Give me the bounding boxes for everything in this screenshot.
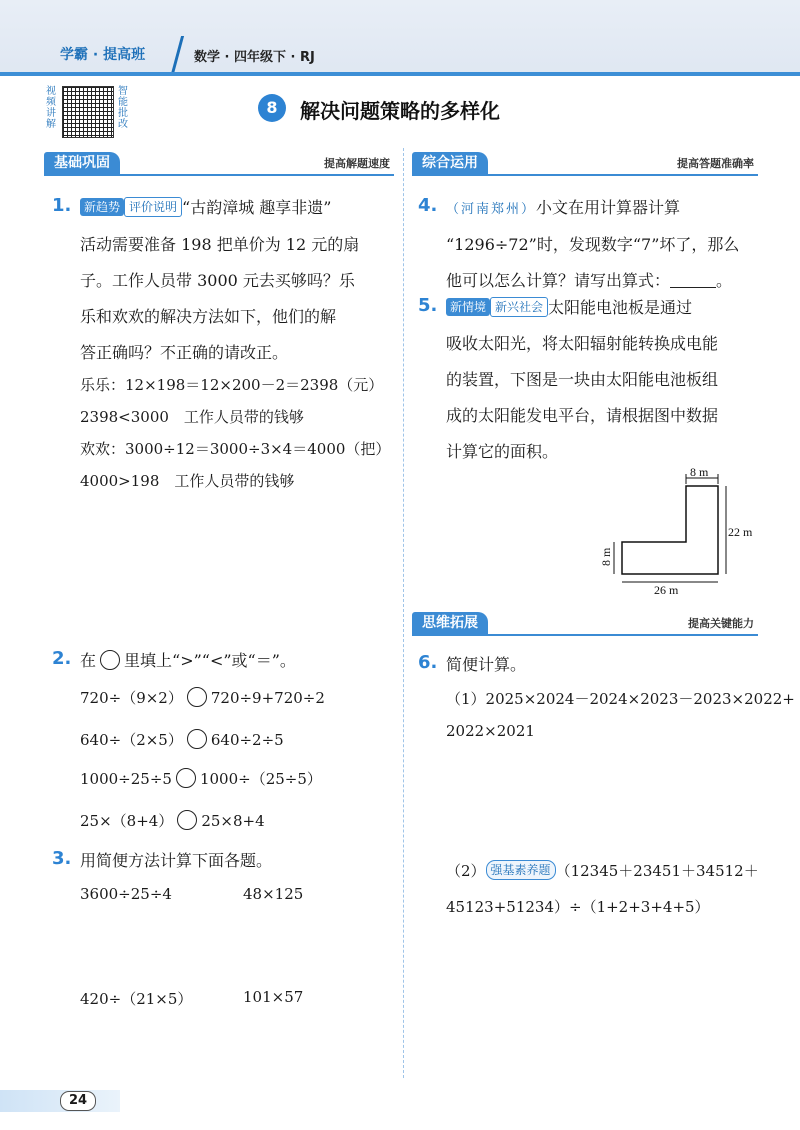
circle-blank-icon bbox=[100, 650, 120, 670]
section-thinking-subtitle: 提高关键能力 bbox=[688, 617, 754, 630]
header-band bbox=[0, 0, 800, 76]
solar-panel-diagram bbox=[590, 466, 770, 600]
compare-item-1 bbox=[80, 687, 325, 708]
question-2-prompt-a: 在 bbox=[80, 651, 97, 670]
question-1-line-4: 乐和欢欢的解决方法如下，他们的解 bbox=[80, 307, 337, 326]
qr-label-grading: 智能批改 bbox=[118, 86, 128, 130]
question-1-line-1 bbox=[80, 195, 331, 218]
compare-circle[interactable] bbox=[177, 810, 197, 830]
compare-circle[interactable] bbox=[187, 729, 207, 749]
section-comprehensive-rule bbox=[412, 174, 758, 176]
question-3-prompt: 用简便方法计算下面各题。 bbox=[80, 851, 273, 870]
subject-label: 数学 · 四年级下 · RJ bbox=[194, 50, 315, 65]
question-1-line-5: 答正确吗？不正确的请改正。 bbox=[80, 343, 289, 362]
section-basic-label: 基础巩固 bbox=[44, 152, 120, 174]
question-5-line-3: 的装置，下图是一块由太阳能电池板组 bbox=[446, 370, 719, 389]
answer-blank[interactable] bbox=[670, 274, 716, 288]
evaluation-tag: 评价说明 bbox=[124, 197, 182, 217]
page-number: 24 bbox=[60, 1091, 96, 1111]
qr-code-icon[interactable] bbox=[62, 86, 114, 138]
question-1-number: 1. bbox=[52, 195, 72, 216]
dim-top-label: 8 m bbox=[690, 466, 709, 479]
section-basic-rule bbox=[44, 174, 394, 176]
question-6-prompt: 简便计算。 bbox=[446, 655, 527, 674]
section-comprehensive-subtitle: 提高答题准确率 bbox=[677, 157, 754, 170]
section-basic-header bbox=[44, 152, 394, 174]
compare-circle[interactable] bbox=[176, 768, 196, 788]
question-4-text: 小文在用计算器计算 bbox=[536, 198, 681, 217]
qr-label-video: 视频讲解 bbox=[46, 86, 56, 130]
emerging-society-tag: 新兴社会 bbox=[490, 297, 548, 317]
strong-foundation-tag: 强基素养题 bbox=[486, 860, 556, 880]
question-5-line-2: 吸收太阳光，将太阳辐射能转换成电能 bbox=[446, 334, 719, 353]
part2-text: （12345＋23451＋34512＋ bbox=[555, 862, 759, 880]
section-thinking-header bbox=[412, 612, 758, 634]
question-6-part1-line2: 2022×2021 bbox=[446, 722, 535, 740]
question-4-line-1 bbox=[446, 195, 680, 218]
question-2-prompt bbox=[80, 648, 296, 671]
question-2-prompt-b: 里填上“>”“<”或“＝”。 bbox=[124, 651, 296, 670]
section-thinking-rule bbox=[412, 634, 758, 636]
question-1-line-3: 子。工作人员带 3000 元去买够吗？乐 bbox=[80, 271, 355, 290]
question-5-line-1 bbox=[446, 295, 692, 318]
calc-item-4: 101×57 bbox=[243, 988, 304, 1006]
question-4-line-2: “1296÷72”时，发现数字“7”坏了，那么 bbox=[446, 235, 740, 254]
question-4-text-3: 他可以怎么计算？请写出算式： bbox=[446, 271, 671, 290]
question-5-text: 太阳能电池板是通过 bbox=[548, 298, 693, 317]
question-1-line-7: 2398<3000 工作人员带的钱够 bbox=[80, 408, 304, 426]
compare-right: 640÷2÷5 bbox=[210, 731, 284, 749]
compare-item-4 bbox=[80, 810, 265, 831]
section-comprehensive-header bbox=[412, 152, 758, 174]
question-1-line-9: 4000>198 工作人员带的钱够 bbox=[80, 472, 295, 490]
brand-name: 学霸 · 提高班 bbox=[60, 47, 146, 63]
compare-right: 25×8+4 bbox=[201, 812, 265, 830]
header-rule bbox=[0, 72, 800, 76]
question-1-line-6: 乐乐：12×198＝12×200－2＝2398（元） bbox=[80, 376, 384, 394]
question-1-line-2: 活动需要准备 198 把单价为 12 元的扇 bbox=[80, 235, 360, 254]
compare-left: 640÷（2×5） bbox=[80, 731, 183, 749]
dim-right-label: 22 m bbox=[728, 525, 753, 539]
part2-label: （2） bbox=[446, 862, 486, 880]
trend-tag: 新趋势 bbox=[80, 198, 124, 216]
question-6-part1-line1: （1）2025×2024－2024×2023－2023×2022+ bbox=[446, 690, 795, 708]
compare-item-3 bbox=[80, 768, 322, 789]
question-3-number: 3. bbox=[52, 848, 72, 869]
question-6-part2-line1 bbox=[446, 860, 759, 881]
compare-left: 720÷（9×2） bbox=[80, 689, 183, 707]
question-1-line-8: 欢欢：3000÷12＝3000÷3×4＝4000（把） bbox=[80, 440, 391, 458]
column-divider bbox=[403, 148, 404, 1078]
question-4-end: 。 bbox=[716, 271, 733, 290]
compare-left: 25×（8+4） bbox=[80, 812, 174, 830]
question-5-line-4: 成的太阳能发电平台，请根据图中数据 bbox=[446, 406, 719, 425]
question-5-number: 5. bbox=[418, 295, 438, 316]
section-basic-subtitle: 提高解题速度 bbox=[324, 157, 390, 170]
question-1-text: “古韵漳城 趣享非遗” bbox=[182, 198, 332, 217]
compare-circle[interactable] bbox=[187, 687, 207, 707]
lesson-number-badge: 8 bbox=[258, 94, 286, 122]
section-thinking-label: 思维拓展 bbox=[412, 612, 488, 634]
question-4-source: （河南郑州） bbox=[446, 202, 537, 217]
new-context-tag: 新情境 bbox=[446, 298, 490, 316]
question-2-number: 2. bbox=[52, 648, 72, 669]
question-4-number: 4. bbox=[418, 195, 438, 216]
l-shape-outline bbox=[622, 486, 718, 574]
question-6-part2-line2: 45123+51234）÷（1+2+3+4+5） bbox=[446, 898, 710, 916]
compare-left: 1000÷25÷5 bbox=[80, 770, 172, 788]
page-title: 解决问题策略的多样化 bbox=[300, 99, 500, 123]
dim-left-label: 8 m bbox=[599, 547, 613, 566]
question-6-number: 6. bbox=[418, 652, 438, 673]
question-5-line-5: 计算它的面积。 bbox=[446, 442, 559, 461]
section-comprehensive-label: 综合运用 bbox=[412, 152, 488, 174]
question-4-line-3 bbox=[446, 268, 732, 291]
compare-right: 1000÷（25÷5） bbox=[199, 770, 322, 788]
dim-bottom-label: 26 m bbox=[654, 583, 679, 597]
calc-item-3: 420÷（21×5） bbox=[80, 990, 193, 1008]
calc-item-1: 3600÷25÷4 bbox=[80, 885, 172, 903]
compare-item-2 bbox=[80, 729, 284, 750]
calc-item-2: 48×125 bbox=[243, 885, 304, 903]
compare-right: 720÷9+720÷2 bbox=[210, 689, 325, 707]
